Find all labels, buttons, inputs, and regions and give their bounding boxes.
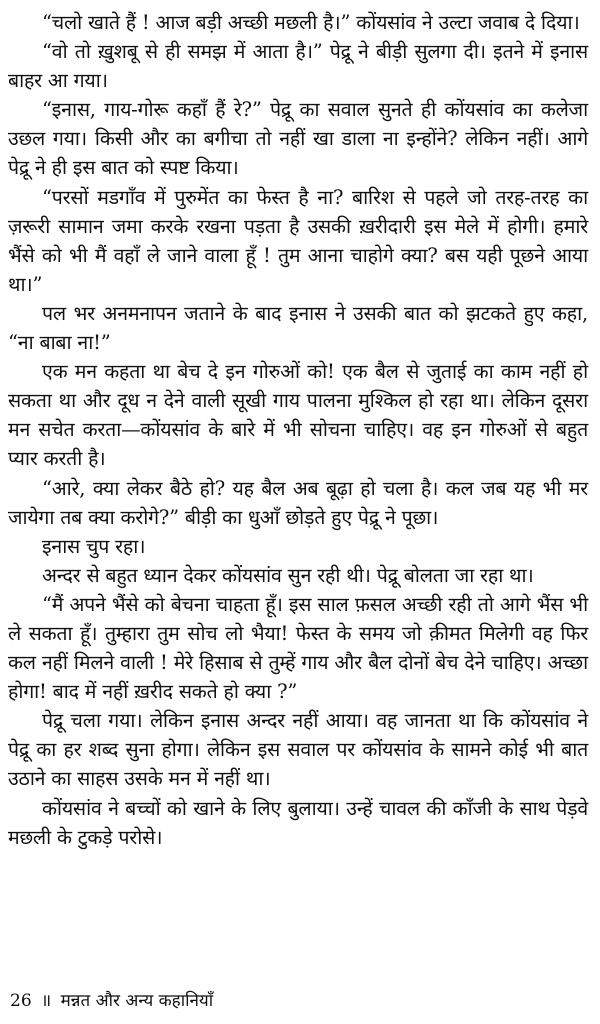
paragraph-12: कोंयसांव ने बच्चों को खाने के लिए बुलाया। उन्हें चावल की काँजी के साथ पेड़वे मछली के टुकड़े परोसे।: [8, 796, 588, 849]
paragraph-11: पेद्रू चला गया। लेकिन इनास अन्दर नहीं आया। वह जानता था कि कोंयसांव ने पेद्रू का हर शब्द सुना होगा। लेकिन इस सवाल पर कोंयसांव के सामने कोई भी बात उठाने का साहस उसके मन में नहीं था।: [8, 709, 588, 791]
paragraph-9: अन्दर से बहुत ध्यान देकर कोंयसांव सुन रही थी। पेद्रू बोलता जा रहा था।: [42, 563, 534, 587]
paragraph-7: “आरे, क्या लेकर बैठे हो? यह बैल अब बूढ़ा हो चला है। कल जब यह भी मर जायेगा तब क्या करोगे?” बीड़ी का धुआँ छोड़ते हुए पेद्रू ने पूछा।: [8, 476, 588, 529]
paragraph-6: एक मन कहता था बेच दे इन गोरुओं को! एक बैल से जुताई का काम नहीं हो सकता था और दूध न देने वाली सूखी गाय पालना मुश्किल हो रहा था। लेकिन दूसरा मन सचेत करता—कोंयसांव के बारे में भी सोचना चाहिए। वह इन गोरुओं से बहुत प्यार करती है।: [8, 360, 588, 471]
paragraph-1: “चलो खाते हैं ! आज बड़ी अच्छी मछली है।” कोंयसांव ने उल्टा जवाब दे दिया।: [42, 11, 580, 34]
book-title: मन्नत और अन्य कहानियाँ: [60, 991, 214, 1011]
paragraph-3: “इनास, गाय-गोरू कहाँ हैं रे?” पेद्रू का सवाल सुनते ही कोंयसांव का कलेजा उछल गया। किसी और का बगीचा तो नहीं खा डाला ना इन्होंने? लेकिन नहीं। आगे पेद्रू ने ही इस बात को स्पष्ट किया।: [8, 98, 588, 180]
footer-separator: ॥: [41, 991, 52, 1011]
paragraph-2: “वो तो ख़ुशबू से ही समझ में आता है।” पेद्रू ने बीड़ी सुलगा दी। इतने में इनास बाहर आ गया।: [8, 40, 588, 93]
page-number: 26: [10, 991, 32, 1011]
paragraph-10: “मैं अपने भैंसे को बेचना चाहता हूँ। इस साल फ़सल अच्छी रही तो आगे भैंस भी ले सकता हूँ। तुम्हारा तुम सोच लो भैया! फेस्त के समय जो क़ीमत मिलेगी वह फिर कल नहीं मिलने वाली ! मेरे हिसाब से तुम्हें गाय और बैल दोनों बेच देने चाहिए। अच्छा होगा! बाद में नहीं ख़रीद सकते हो क्या ?”: [8, 592, 588, 704]
page-footer: [10, 990, 213, 1012]
paragraph-8: इनास चुप रहा।: [42, 534, 146, 558]
paragraph-4: “परसों मडगाँव में पुरुमेंत का फेस्त है ना? बारिश से पहले जो तरह-तरह का ज़रूरी सामान जमा करके रखना पड़ता है उसकी ख़रीदारी इस मेले में होगी। हमारे भैंसे को भी मैं वहाँ ले जाने वाला हूँ ! तुम आना चाहोगे क्या? बस यही पूछने आया था।”: [8, 185, 588, 296]
paragraph-5: पल भर अनमनापन जताने के बाद इनास ने उसकी बात को झटकते हुए कहा, “ना बाबा ना!”: [8, 301, 588, 355]
page-body: [8, 8, 588, 852]
